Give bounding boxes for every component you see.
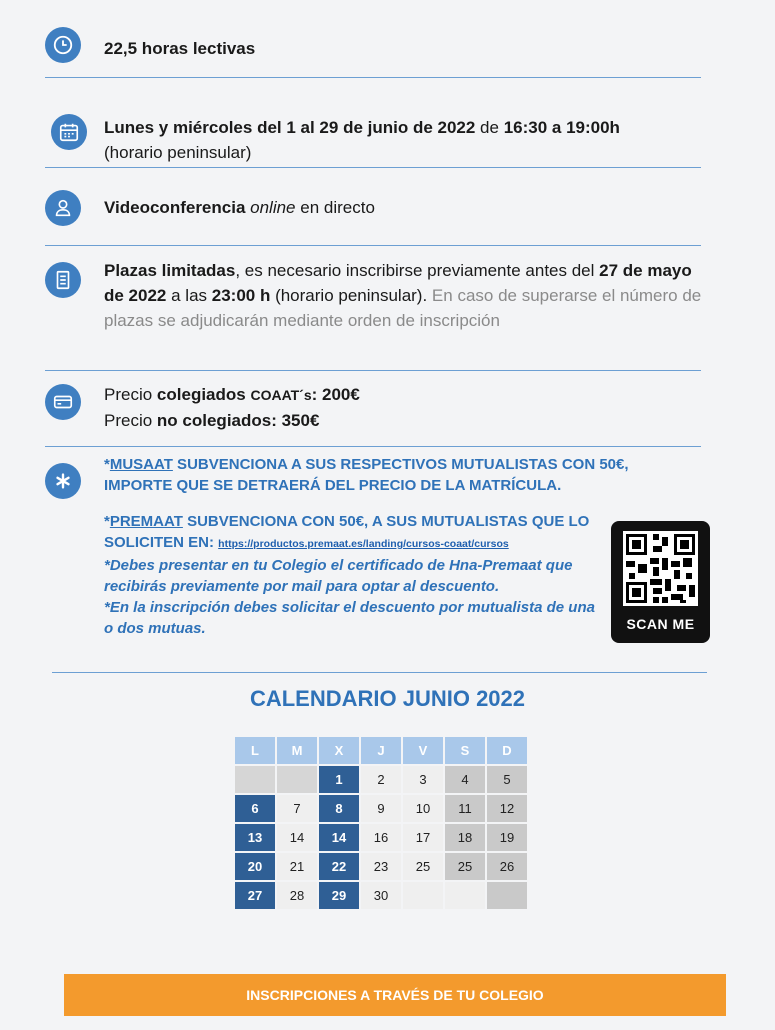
calendar-day: 4 bbox=[445, 766, 485, 793]
calendar-icon bbox=[51, 114, 87, 150]
musaat-subsidy: *MUSAAT SUBVENCIONA A SUS RESPECTIVOS MUTUALISTAS CON 50€, IMPORTE QUE SE DETRAERÁ DEL PRECIO DE LA MATRÍCULA. bbox=[104, 456, 629, 494]
divider bbox=[45, 167, 701, 168]
calendar-day: 2 bbox=[361, 766, 401, 793]
price-info: Precio colegiados COAAT´s: 200€ Precio no colegiados: 350€ bbox=[104, 385, 360, 430]
calendar-class-day: 13 bbox=[235, 824, 275, 851]
calendar-week-row bbox=[235, 795, 527, 822]
calendar-day: 7 bbox=[277, 795, 317, 822]
document-icon bbox=[45, 262, 81, 298]
registration-button[interactable]: INSCRIPCIONES A TRAVÉS DE TU COLEGIO bbox=[64, 974, 726, 1016]
seats-info: Plazas limitadas, es necesario inscribirse previamente antes del 27 de mayo de 2022 a las 23:00 h (horario peninsular). En caso de superarse el número de plazas se adjudicarán mediante orden de inscripción bbox=[104, 261, 702, 330]
calendar-day: 25 bbox=[403, 853, 443, 880]
qr-code[interactable] bbox=[611, 521, 710, 643]
calendar-empty-cell bbox=[403, 882, 443, 909]
calendar-day: 26 bbox=[487, 853, 527, 880]
calendar-day: 11 bbox=[445, 795, 485, 822]
calendar-table bbox=[233, 735, 529, 911]
premaat-subsidy: *PREMAAT SUBVENCIONA CON 50€, A SUS MUTUALISTAS QUE LO SOLICITEN EN: https://productos.premaat.es/landing/cursos-coaat/cursos *Debes presentar en tu Colegio el certificado de Hna-Premaat que recibirás previamente por mail para optar al descuento. *En la inscripción debes solicitar el descuento por mutualista de una o dos mutuas. bbox=[104, 513, 595, 637]
calendar-day: 5 bbox=[487, 766, 527, 793]
calendar-day: 9 bbox=[361, 795, 401, 822]
calendar-day: 28 bbox=[277, 882, 317, 909]
calendar-class-day: 29 bbox=[319, 882, 359, 909]
calendar-day: 17 bbox=[403, 824, 443, 851]
weekday-header: M bbox=[277, 737, 317, 764]
calendar-week-row bbox=[235, 824, 527, 851]
weekday-header: D bbox=[487, 737, 527, 764]
weekday-header: S bbox=[445, 737, 485, 764]
divider bbox=[45, 446, 701, 447]
premaat-link[interactable]: https://productos.premaat.es/landing/cursos-coaat/cursos bbox=[218, 538, 509, 550]
weekday-header: J bbox=[361, 737, 401, 764]
course-format: Videoconferencia online en directo bbox=[104, 198, 375, 217]
calendar-day: 18 bbox=[445, 824, 485, 851]
course-schedule: Lunes y miércoles del 1 al 29 de junio de 2022 de 16:30 a 19:00h (horario peninsular) bbox=[104, 118, 620, 162]
divider bbox=[52, 672, 707, 673]
calendar-day: 14 bbox=[277, 824, 317, 851]
calendar-empty-cell bbox=[445, 882, 485, 909]
divider bbox=[45, 245, 701, 246]
calendar-week-row bbox=[235, 882, 527, 909]
divider bbox=[45, 77, 701, 78]
calendar-day: 19 bbox=[487, 824, 527, 851]
clock-icon bbox=[45, 27, 81, 63]
user-icon bbox=[45, 190, 81, 226]
calendar-empty-cell bbox=[277, 766, 317, 793]
credit-card-icon bbox=[45, 384, 81, 420]
qr-label: SCAN ME bbox=[626, 616, 695, 632]
calendar-day: 10 bbox=[403, 795, 443, 822]
calendar-day: 16 bbox=[361, 824, 401, 851]
calendar-week-row bbox=[235, 766, 527, 793]
calendar-header-row bbox=[235, 737, 527, 764]
calendar-week-row bbox=[235, 853, 527, 880]
asterisk-icon bbox=[45, 463, 81, 499]
calendar-class-day: 20 bbox=[235, 853, 275, 880]
calendar-empty-cell bbox=[235, 766, 275, 793]
calendar-title: CALENDARIO JUNIO 2022 bbox=[249, 686, 526, 711]
weekday-header: X bbox=[319, 737, 359, 764]
calendar-day: 21 bbox=[277, 853, 317, 880]
course-hours: 22,5 horas lectivas bbox=[104, 39, 256, 58]
weekday-header: L bbox=[235, 737, 275, 764]
calendar-day: 3 bbox=[403, 766, 443, 793]
calendar-class-day: 22 bbox=[319, 853, 359, 880]
qr-pattern bbox=[623, 531, 698, 606]
divider bbox=[45, 370, 701, 371]
calendar-day: 25 bbox=[445, 853, 485, 880]
calendar-class-day: 8 bbox=[319, 795, 359, 822]
calendar-day: 23 bbox=[361, 853, 401, 880]
calendar-day: 12 bbox=[487, 795, 527, 822]
calendar-class-day: 27 bbox=[235, 882, 275, 909]
weekday-header: V bbox=[403, 737, 443, 764]
calendar-class-day: 14 bbox=[319, 824, 359, 851]
calendar-class-day: 6 bbox=[235, 795, 275, 822]
calendar-day: 30 bbox=[361, 882, 401, 909]
calendar-class-day: 1 bbox=[319, 766, 359, 793]
calendar-empty-cell bbox=[487, 882, 527, 909]
